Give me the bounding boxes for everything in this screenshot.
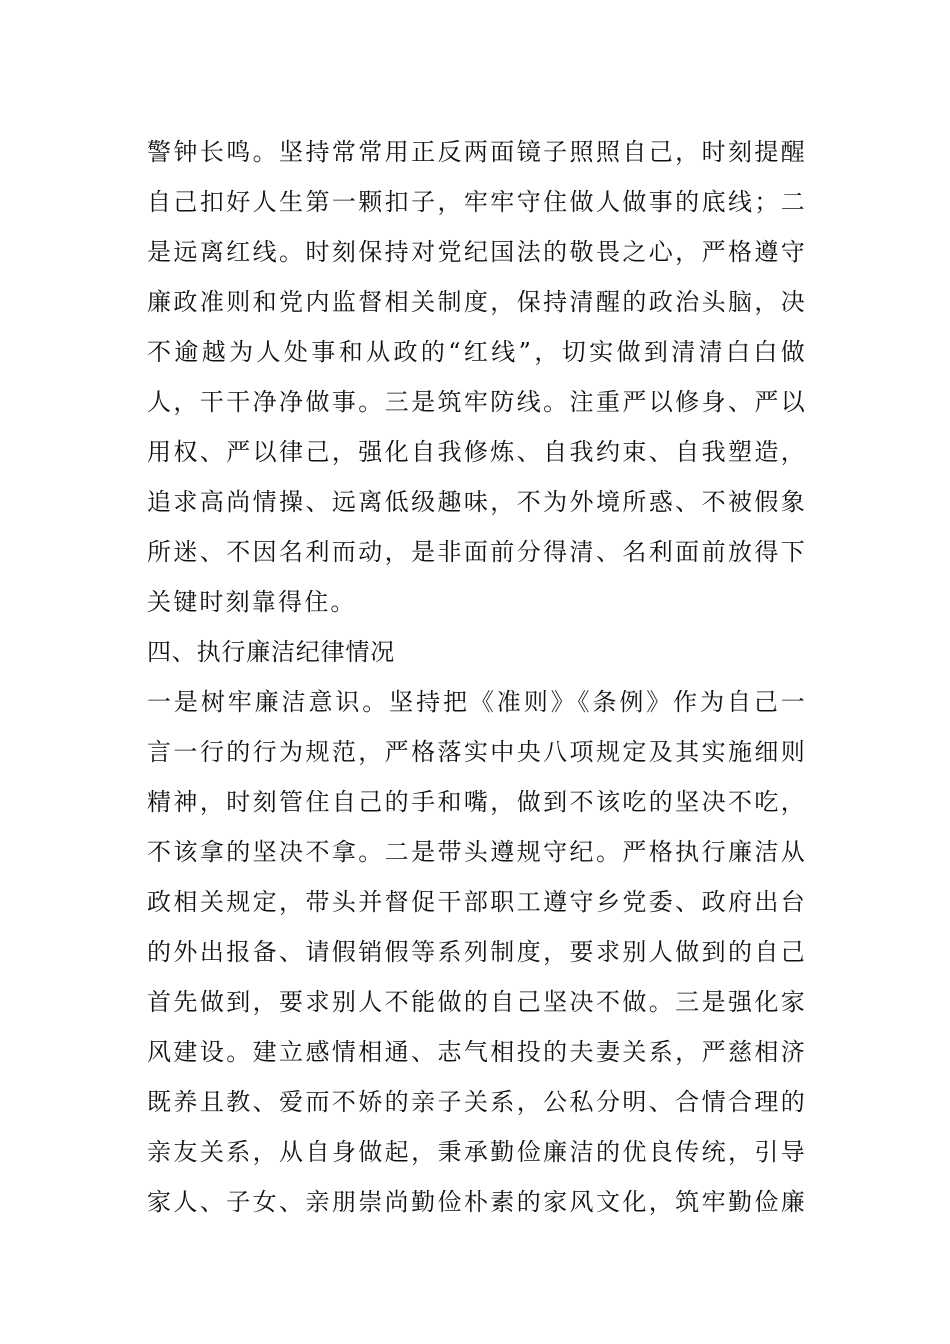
body-line: 一是树牢廉洁意识。坚持把《准则》《条例》作为自己一 <box>147 688 807 716</box>
body-line: 警钟长鸣。坚持常常用正反两面镜子照照自己，时刻提醒 <box>147 138 807 166</box>
body-line: 政相关规定，带头并督促干部职工遵守乡党委、政府出台 <box>147 888 807 916</box>
body-line: 言一行的行为规范，严格落实中央八项规定及其实施细则 <box>147 738 807 766</box>
body-line: 是远离红线。时刻保持对党纪国法的敬畏之心，严格遵守 <box>147 238 807 266</box>
section-heading: 四、执行廉洁纪律情况 <box>147 638 395 666</box>
body-line: 自己扣好人生第一颗扣子，牢牢守住做人做事的底线；二 <box>147 188 807 216</box>
body-line: 首先做到，要求别人不能做的自己坚决不做。三是强化家 <box>147 988 807 1016</box>
body-line: 的外出报备、请假销假等系列制度，要求别人做到的自己 <box>147 938 807 966</box>
body-line: 家人、子女、亲朋崇尚勤俭朴素的家风文化，筑牢勤俭廉 <box>147 1188 807 1216</box>
body-line: 既养且教、爱而不娇的亲子关系，公私分明、合情合理的 <box>147 1088 807 1116</box>
body-line: 精神，时刻管住自己的手和嘴，做到不该吃的坚决不吃， <box>147 788 807 816</box>
body-line: 风建设。建立感情相通、志气相投的夫妻关系，严慈相济 <box>147 1038 807 1066</box>
body-line: 追求高尚情操、远离低级趣味，不为外境所惑、不被假象 <box>147 488 807 516</box>
body-line: 廉政准则和党内监督相关制度，保持清醒的政治头脑，决 <box>147 288 807 316</box>
body-line-paragraph-end: 关键时刻靠得住。 <box>147 588 357 616</box>
document-body <box>147 127 807 1227</box>
body-line: 亲友关系，从自身做起，秉承勤俭廉洁的优良传统，引导 <box>147 1138 807 1166</box>
body-line: 用权、严以律己，强化自我修炼、自我约束、自我塑造， <box>147 438 807 466</box>
body-line: 不该拿的坚决不拿。二是带头遵规守纪。严格执行廉洁从 <box>147 838 807 866</box>
body-line: 不逾越为人处事和从政的“红线”，切实做到清清白白做 <box>147 338 807 366</box>
body-line: 所迷、不因名利而动，是非面前分得清、名利面前放得下 <box>147 538 807 566</box>
body-line: 人，干干净净做事。三是筑牢防线。注重严以修身、严以 <box>147 388 807 416</box>
